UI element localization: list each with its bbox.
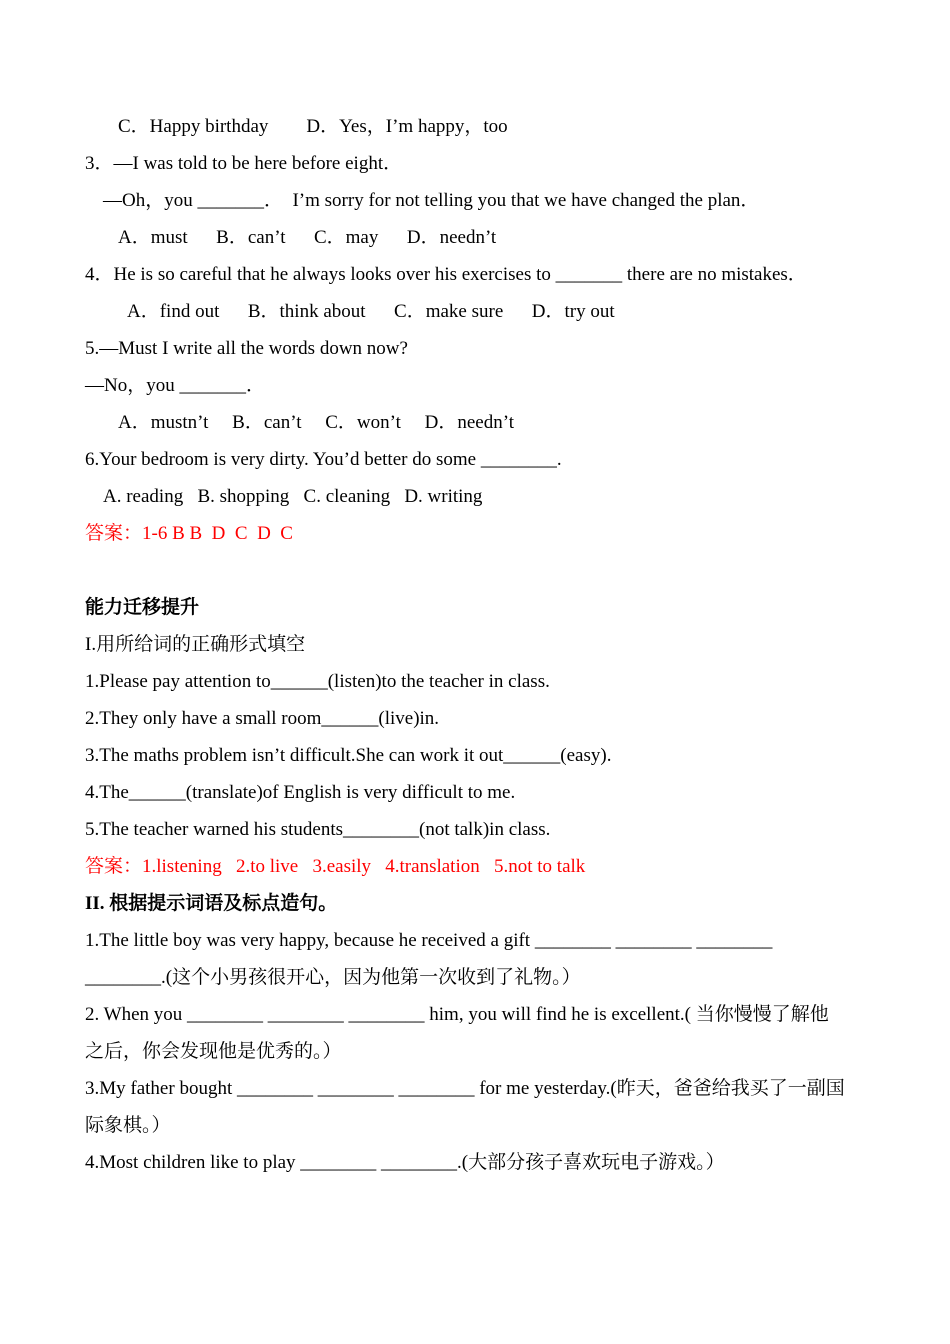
question-line: 5.—Must I write all the words down now? <box>85 338 408 359</box>
section-title: 能力迁移提升 <box>85 597 200 618</box>
dialog-line: —Oh，you _______． I’m sorry for not telling you that we have changed the plan． <box>103 190 760 211</box>
blank-line <box>85 552 930 589</box>
sentence-item: 3.My father bought ________ ________ ________ for me yesterday.(昨天，爸爸给我买了一副国 <box>85 1078 845 1099</box>
fill-blank-item: 4.The______(translate)of English is very difficult to me. <box>85 782 516 803</box>
question-options-line: A. reading B. shopping C. cleaning D. writing <box>103 486 483 507</box>
fill-blank-item: 3.The maths problem isn’t difficult.She can work it out______(easy). <box>85 745 612 766</box>
sentence-item: 2. When you ________ ________ ________ him, you will find he is excellent.( 当你慢慢了解他 <box>85 1004 829 1025</box>
dialog-line: —No，you _______． <box>85 375 265 396</box>
sentence-item-continuation: 之后，你会发现他是优秀的。） <box>85 1041 342 1062</box>
sentence-item-continuation: ________.(这个小男孩很开心，因为他第一次收到了礼物。） <box>85 967 581 988</box>
sentence-item: 4.Most children like to play ________ ________.(大部分孩子喜欢玩电子游戏。） <box>85 1152 725 1173</box>
question-line: 4．He is so careful that he always looks over his exercises to _______ there are no mistakes． <box>85 264 807 285</box>
answer-key-line: 答案：1-6 B B D C D C <box>85 523 293 544</box>
question-line: 3．—I was told to be here before eight． <box>85 153 403 174</box>
instruction-line: I.用所给词的正确形式填空 <box>85 634 306 655</box>
question-options-line: A．find out B．think about C．make sure D．try out <box>127 301 615 322</box>
fill-blank-item: 1.Please pay attention to______(listen)to the teacher in class. <box>85 671 550 692</box>
fill-blank-item: 2.They only have a small room______(live)in. <box>85 708 440 729</box>
fill-blank-item: 5.The teacher warned his students________(not talk)in class. <box>85 819 551 840</box>
question-options-line: A．mustn’t B．can’t C．won’t D．needn’t <box>118 412 514 433</box>
question-options-line: A．must B．can’t C．may D．needn’t <box>118 227 497 248</box>
section-title: II. 根据提示词语及标点造句。 <box>85 893 338 914</box>
question-line: 6.Your bedroom is very dirty. You’d better do some ________. <box>85 449 562 470</box>
question-options-line: C．Happy birthday D．Yes，I’m happy，too <box>118 116 508 137</box>
sentence-item-continuation: 际象棋。） <box>85 1115 171 1136</box>
sentence-item: 1.The little boy was very happy, because he received a gift ________ ________ ________ <box>85 930 773 951</box>
answer-key-line: 答案：1.listening 2.to live 3.easily 4.translation 5.not to talk <box>85 856 586 877</box>
